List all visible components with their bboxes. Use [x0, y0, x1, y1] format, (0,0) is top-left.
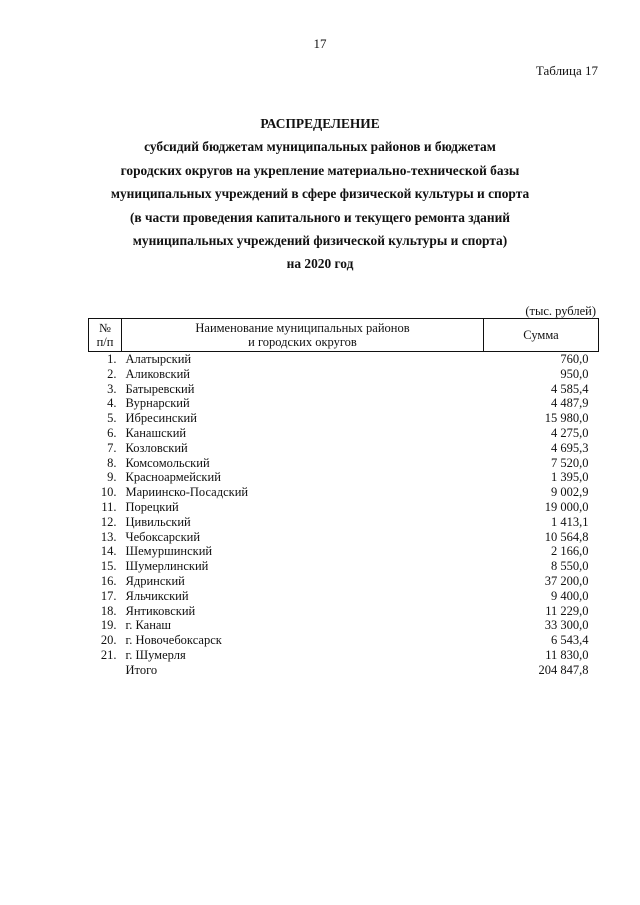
row-name: Батыревский	[125, 381, 195, 396]
row-sum: 11 830,0	[545, 647, 589, 662]
row-number: 18.	[100, 603, 117, 618]
row-number: 1.	[107, 352, 117, 366]
subsidy-table	[88, 318, 599, 678]
row-sum: 11 229,0	[545, 603, 589, 618]
row-name: Янтиковский	[125, 603, 196, 618]
row-number: 2.	[107, 366, 117, 381]
total-row	[89, 663, 599, 678]
row-name: Порецкий	[125, 499, 179, 514]
row-name: Алатырский	[125, 352, 192, 366]
row-number: 10.	[100, 485, 117, 500]
row-number: 5.	[107, 411, 117, 426]
document-title	[60, 112, 580, 276]
table-row	[89, 574, 599, 589]
table-row	[89, 426, 599, 441]
row-sum: 4 275,0	[551, 425, 589, 440]
row-sum: 6 543,4	[551, 633, 589, 648]
row-sum: 760,0	[560, 352, 589, 366]
table-row	[89, 441, 599, 456]
row-sum: 9 400,0	[551, 588, 589, 603]
title-line: муниципальных учреждений в сфере физической культуры и спорта	[110, 186, 530, 202]
header-name-line1: Наименование муниципальных районов	[195, 321, 410, 335]
row-name: Канашский	[125, 425, 187, 440]
row-name: г. Шумерля	[125, 647, 186, 662]
row-sum: 10 564,8	[544, 529, 589, 544]
row-name: Вурнарский	[125, 396, 190, 411]
row-name: Комсомольский	[125, 455, 210, 470]
title-line: муниципальных учреждений физической культуры и спорта)	[132, 233, 508, 249]
row-name: Яльчикский	[125, 588, 189, 603]
row-sum: 1 395,0	[551, 470, 589, 485]
table-row	[89, 530, 599, 545]
row-name: Аликовский	[125, 366, 190, 381]
row-number: 9.	[107, 470, 117, 485]
header-name-line2: и городских округов	[248, 335, 357, 349]
header-number	[89, 319, 122, 352]
row-number: 17.	[100, 588, 117, 603]
row-name: Ядринский	[125, 573, 185, 588]
table-row	[89, 515, 599, 530]
row-name: Чебоксарский	[125, 529, 201, 544]
row-sum: 4 487,9	[551, 396, 589, 411]
table-row	[89, 604, 599, 619]
title-line: городских округов на укрепление материально-технической базы	[120, 162, 520, 178]
table-row	[89, 589, 599, 604]
table-row	[89, 367, 599, 382]
page-number: 17	[313, 36, 327, 51]
row-sum: 7 520,0	[551, 455, 589, 470]
header-sum: Сумма	[484, 319, 599, 352]
table-reference: Таблица 17	[535, 63, 598, 78]
row-number: 13.	[100, 529, 117, 544]
row-sum: 4 695,3	[551, 440, 589, 455]
title-heading: РАСПРЕДЕЛЕНИЕ	[260, 116, 380, 131]
table-row	[89, 559, 599, 574]
row-name: Ибресинский	[125, 411, 197, 426]
row-name: Шемуршинский	[125, 544, 213, 559]
row-number: 12.	[100, 514, 117, 529]
table-row	[89, 396, 599, 411]
row-sum: 2 166,0	[551, 544, 589, 559]
row-name: Цивильский	[125, 514, 191, 529]
row-name: Мариинско-Посадский	[125, 485, 249, 500]
table-row	[89, 411, 599, 426]
row-name: г. Канаш	[125, 618, 172, 633]
row-number: 14.	[100, 544, 117, 559]
row-number: 7.	[107, 440, 117, 455]
row-sum: 1 413,1	[551, 514, 589, 529]
row-number: 19.	[100, 618, 117, 633]
units-label: (тыс. рублей)	[525, 304, 596, 318]
row-number: 8.	[107, 455, 117, 470]
row-number: 21.	[100, 647, 117, 662]
title-line: субсидий бюджетам муниципальных районов и бюджетам	[144, 139, 496, 155]
row-name: Шумерлинский	[125, 559, 209, 574]
table-row	[89, 352, 599, 367]
row-number: 6.	[107, 425, 117, 440]
table-header-row	[89, 319, 599, 352]
table-row	[89, 648, 599, 663]
title-line: (в части проведения капитального и текущего ремонта зданий	[129, 209, 511, 225]
total-number-cell	[89, 663, 122, 678]
total-label: Итого	[125, 662, 158, 677]
row-sum: 19 000,0	[544, 499, 589, 514]
table-row	[89, 470, 599, 485]
table-row	[89, 633, 599, 648]
title-line: на 2020 год	[286, 256, 354, 272]
row-number: 11.	[101, 499, 117, 514]
row-sum: 950,0	[560, 366, 589, 381]
row-number: 3.	[107, 381, 117, 396]
table-row	[89, 618, 599, 633]
row-name: г. Новочебоксарск	[125, 633, 222, 648]
row-number: 15.	[100, 559, 117, 574]
row-name: Красноармейский	[125, 470, 221, 485]
table-row	[89, 544, 599, 559]
table-row	[89, 485, 599, 500]
row-sum: 4 585,4	[551, 381, 589, 396]
row-number: 4.	[107, 396, 117, 411]
table-row	[89, 500, 599, 515]
row-sum: 9 002,9	[551, 485, 589, 500]
table-row	[89, 456, 599, 471]
header-name	[122, 319, 484, 352]
row-number: 16.	[100, 573, 117, 588]
row-sum: 33 300,0	[544, 618, 589, 633]
row-sum: 15 980,0	[544, 411, 589, 426]
table-row	[89, 382, 599, 397]
row-sum: 37 200,0	[544, 573, 589, 588]
total-sum: 204 847,8	[538, 662, 589, 677]
table-body	[89, 352, 599, 678]
row-number: 20.	[100, 633, 117, 648]
row-sum: 8 550,0	[551, 559, 589, 574]
header-number-line1: №	[99, 321, 111, 335]
row-name: Козловский	[125, 440, 188, 455]
header-number-line2: п/п	[96, 335, 114, 349]
